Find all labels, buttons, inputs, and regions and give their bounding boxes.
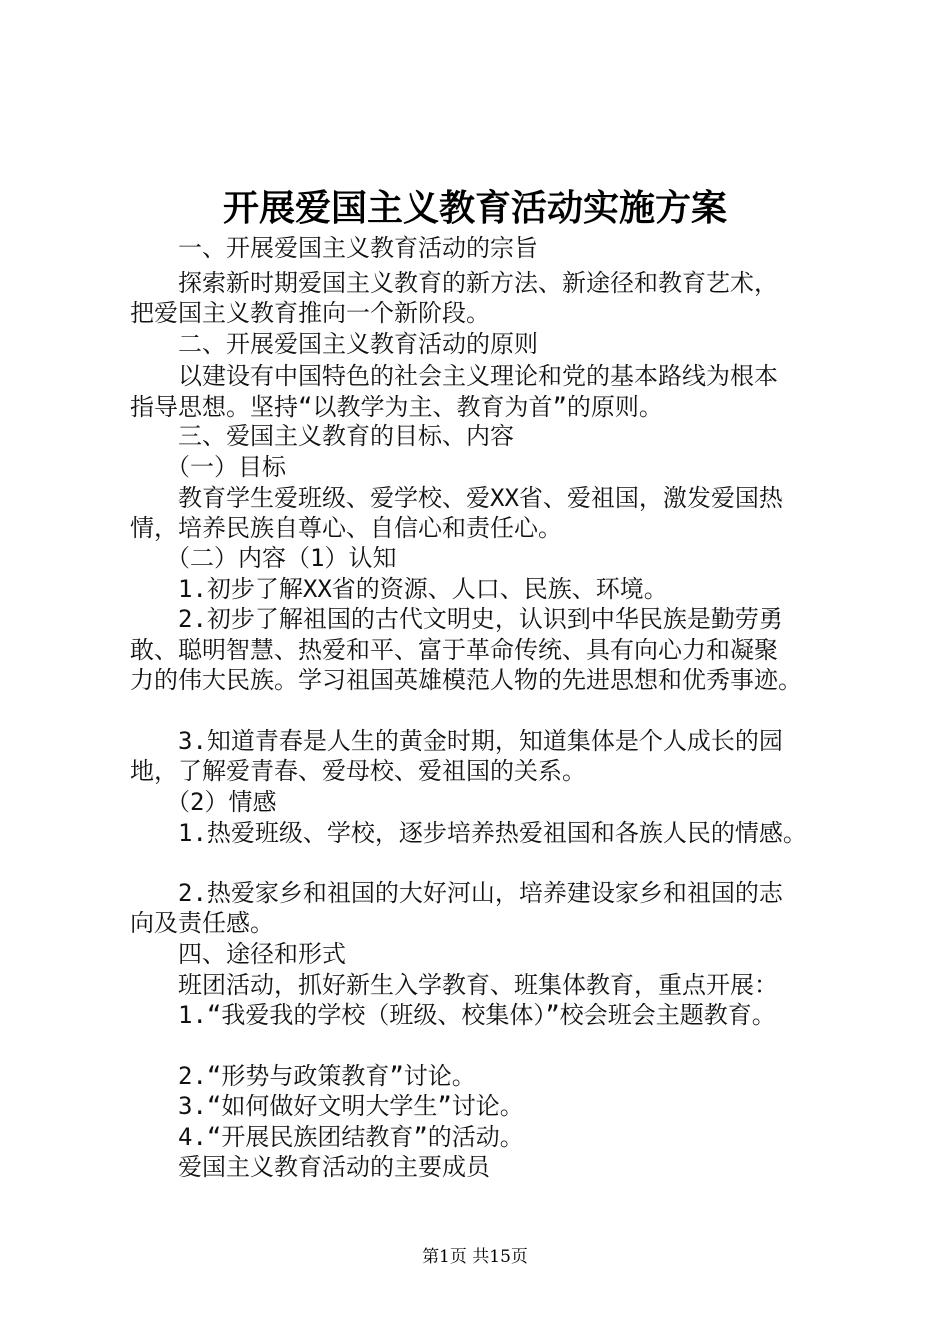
- body-line: 4.“开展民族团结教育”的活动。: [130, 1123, 524, 1151]
- page-number: 第1页 共15页: [422, 1247, 528, 1267]
- body-line: 1.热爱班级、学校，逐步培养热爱祖国和各族人民的情感。: [130, 819, 807, 847]
- body-line: 以建设有中国特色的社会主义理论和党的基本路线为根本: [130, 362, 778, 390]
- body-line: 3.“如何做好文明大学生”讨论。: [130, 1092, 524, 1120]
- body-line: 敢、聪明智慧、热爱和平、富于革命传统、具有向心力和凝聚: [130, 636, 778, 664]
- body-line: 探索新时期爱国主义教育的新方法、新途径和教育艺术，: [130, 269, 778, 297]
- body-line: 爱国主义教育活动的主要成员: [130, 1153, 490, 1181]
- body-line: 四、途径和形式: [130, 940, 346, 968]
- body-line: 地，了解爱青春、爱母校、爱祖国的关系。: [130, 757, 586, 785]
- body-line: 向及责任感。: [130, 909, 274, 937]
- body-line: 2.初步了解祖国的古代文明史，认识到中华民族是勤劳勇: [130, 605, 783, 633]
- body-line: 力的伟大民族。学习祖国英雄模范人物的先进思想和优秀事迹。: [130, 666, 802, 694]
- body-line: 指导思想。坚持“以教学为主、教育为首”的原则。: [130, 393, 663, 421]
- body-line: （二）内容（1）认知: [130, 544, 397, 572]
- body-line: 三、爱国主义教育的目标、内容: [130, 422, 514, 450]
- document-title: 开展爱国主义教育活动实施方案: [222, 187, 727, 229]
- body-line: 情，培养民族自尊心、自信心和责任心。: [130, 514, 562, 542]
- body-line: 1.初步了解XX省的资源、人口、民族、环境。: [130, 575, 668, 603]
- body-line: 把爱国主义教育推向一个新阶段。: [130, 299, 490, 327]
- body-line: 二、开展爱国主义教育活动的原则: [130, 330, 538, 358]
- body-line: 教育学生爱班级、爱学校、爱XX省、爱祖国，激发爱国热: [130, 484, 783, 512]
- body-line: （2）情感: [130, 788, 277, 816]
- body-line: 2.“形势与政策教育”讨论。: [130, 1062, 476, 1090]
- body-line: 3.知道青春是人生的黄金时期，知道集体是个人成长的园: [130, 727, 783, 755]
- body-line: 一、开展爱国主义教育活动的宗旨: [130, 234, 538, 262]
- body-line: 1.“我爱我的学校（班级、校集体）”校会班会主题教育。: [130, 1001, 776, 1029]
- body-line: 2.热爱家乡和祖国的大好河山，培养建设家乡和祖国的志: [130, 879, 783, 907]
- body-line: （一）目标: [130, 453, 286, 481]
- body-line: 班团活动，抓好新生入学教育、班集体教育，重点开展：: [130, 971, 778, 999]
